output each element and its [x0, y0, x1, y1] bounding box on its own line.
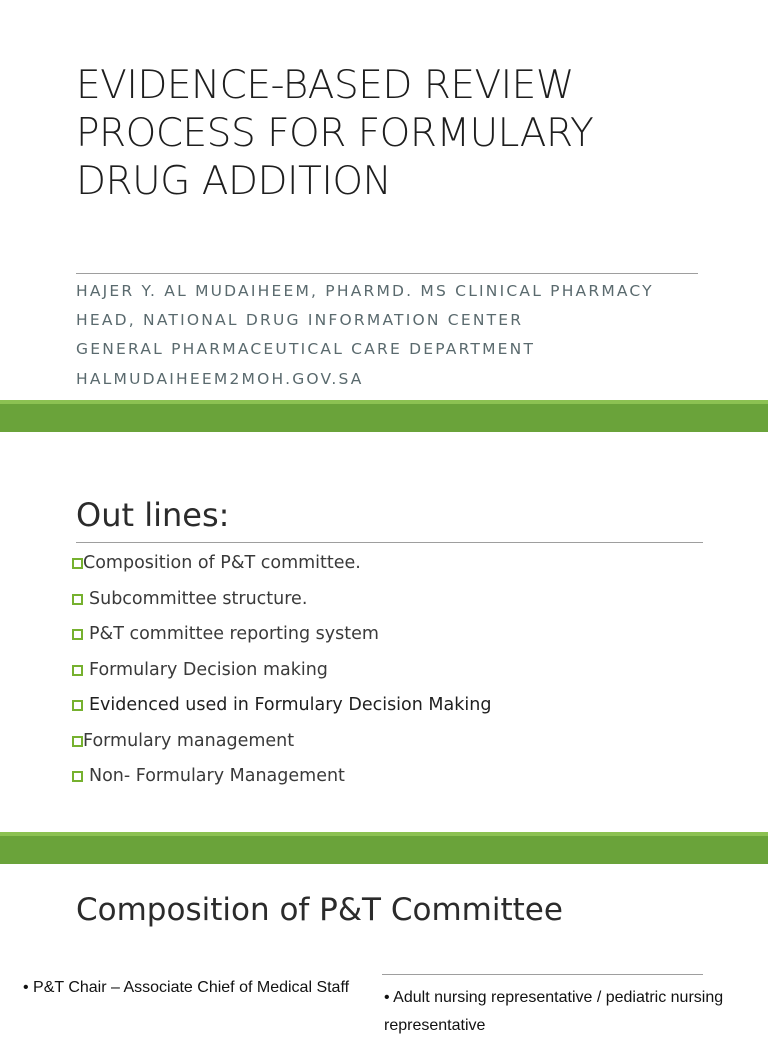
slide-separator-band	[0, 400, 768, 432]
outline-item-label: Formulary Decision making	[89, 660, 328, 680]
checkbox-bullet-icon	[72, 771, 83, 782]
outline-item	[72, 764, 345, 788]
outline-item-label: Formulary management	[83, 731, 295, 751]
checkbox-bullet-icon	[72, 700, 83, 711]
outline-item	[72, 693, 491, 717]
slide-title-heading: EVIDENCE-BASED REVIEW PROCESS FOR FORMULARY DRUG ADDITION	[76, 63, 594, 204]
outline-item-label: Composition of P&T committee.	[83, 553, 361, 573]
checkbox-bullet-icon	[72, 736, 83, 747]
outline-item	[72, 622, 379, 646]
checkbox-bullet-icon	[72, 665, 83, 676]
author-position-line: HEAD, NATIONAL DRUG INFORMATION CENTER	[76, 311, 524, 329]
outline-item-label: P&T committee reporting system	[89, 624, 379, 644]
outlines-divider	[76, 542, 703, 543]
checkbox-bullet-icon	[72, 558, 83, 569]
title-divider	[76, 273, 698, 274]
slide-composition	[0, 864, 768, 1034]
right-bullet-text: • Adult nursing representative / pediatric nursing representative	[384, 989, 724, 1034]
outline-item-label: Subcommittee structure.	[89, 589, 308, 609]
author-name-line: HAJER Y. AL MUDAIHEEM, PHARMD. MS CLINICAL PHARMACY	[76, 282, 654, 300]
slide-separator-band	[0, 832, 768, 864]
checkbox-bullet-icon	[72, 594, 83, 605]
author-email-line: HALMUDAIHEEM2MOH.GOV.SA	[76, 370, 364, 388]
composition-heading: Composition of P&T Committee	[76, 892, 563, 928]
outline-item-label: Non- Formulary Management	[89, 766, 345, 786]
outline-item-label: Evidenced used in Formulary Decision Making	[89, 695, 492, 715]
slide-title	[0, 0, 768, 400]
outline-item	[72, 587, 307, 611]
outline-item	[72, 551, 361, 575]
author-department-line: GENERAL PHARMACEUTICAL CARE DEPARTMENT	[76, 340, 536, 358]
outline-item	[72, 658, 328, 682]
composition-divider	[382, 974, 703, 975]
outlines-heading: Out lines:	[76, 496, 230, 534]
checkbox-bullet-icon	[72, 629, 83, 640]
outline-item	[72, 729, 294, 753]
left-bullet-text: • P&T Chair – Associate Chief of Medical Staff	[23, 979, 350, 996]
slide-outlines	[0, 432, 768, 832]
